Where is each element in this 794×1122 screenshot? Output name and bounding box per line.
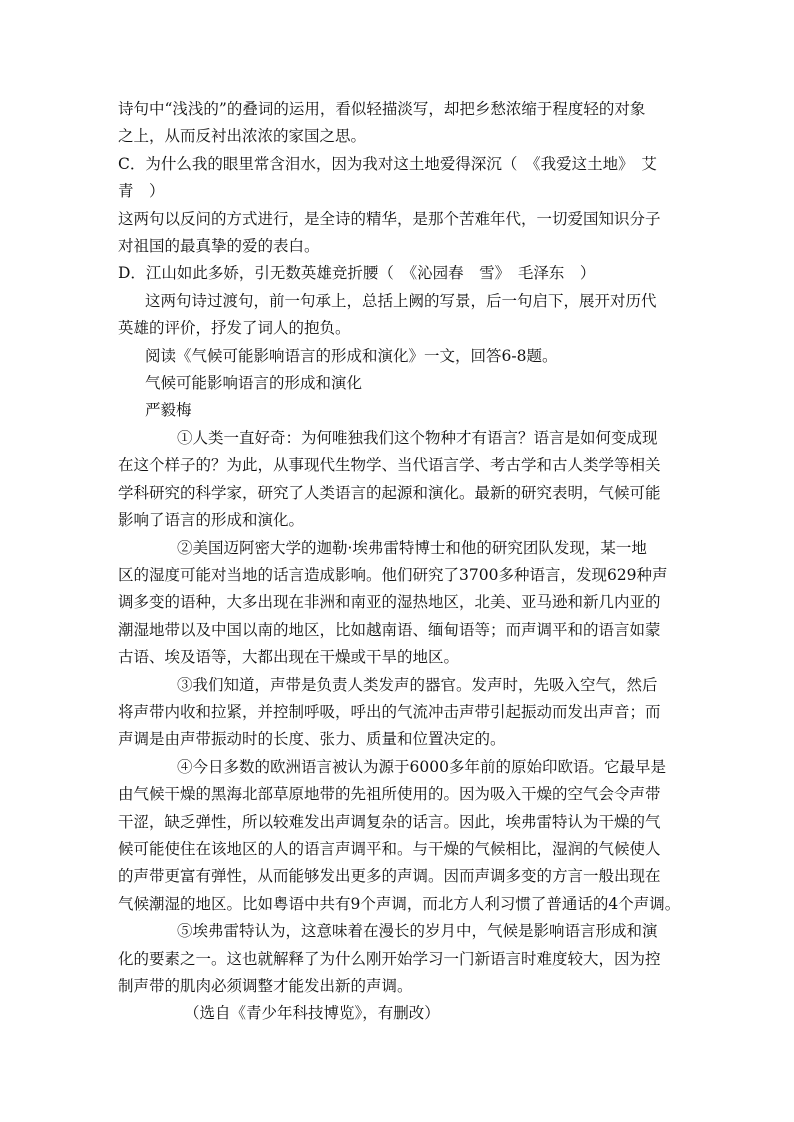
- text-line: C．为什么我的眼里常含泪水，因为我对这土地爱得深沉（ 《我爱这土地》 艾: [118, 154, 657, 173]
- text-line: D．江山如此多娇，引无数英雄竞折腰（ 《沁园春 雪》 毛泽东 ）: [118, 264, 596, 283]
- text-line: 学科研究的科学家，研究了人类语言的起源和演化。最新的研究表明，气候可能: [118, 483, 661, 502]
- text-line: 古语、埃及语等，大都出现在干燥或干旱的地区。: [118, 648, 460, 667]
- text-line: 严毅梅: [145, 401, 192, 420]
- text-line: （选自《青少年科技博览》，有删改）: [184, 1004, 440, 1023]
- text-line: ①人类一直好奇：为何唯独我们这个物种才有语言？语言是如何变成现: [177, 428, 658, 447]
- text-line: ③我们知道，声带是负责人类发声的器官。发声时，先吸入空气，然后: [177, 675, 658, 694]
- text-line: 青 ）: [118, 182, 165, 201]
- text-line: 干涩，缺乏弹性，所以较难发出声调复杂的话言。因此，埃弗雷特认为干燥的气: [118, 812, 661, 831]
- text-line: 的声带更富有弹性，从而能够发出更多的声调。因而声调多变的方言一般出现在: [118, 867, 661, 886]
- text-line: 调多变的语种，大多出现在非洲和南亚的湿热地区，北美、亚马逊和新几内亚的: [118, 593, 661, 612]
- text-line: ②美国迈阿密大学的迦勒·埃弗雷特博士和他的研究团队发现，某一地: [177, 538, 647, 557]
- text-line: 化的要素之一。这也就解释了为什么刚开始学习一门新语言时难度较大，因为控: [118, 949, 661, 968]
- text-line: 这两句诗过渡句，前一句承上，总括上阙的写景，后一句启下，展开对历代: [145, 291, 657, 310]
- text-line: 潮湿地带以及中国以南的地区，比如越南语、缅甸语等；而声调平和的语言如蒙: [118, 620, 661, 639]
- text-line: 制声带的肌肉必须调整才能发出新的声调。: [118, 977, 413, 995]
- document-page: [118, 96, 696, 1028]
- text-line: 由气候干燥的黑海北部草原地带的先祖所使用的。因为吸入干燥的空气会令声带: [118, 785, 661, 804]
- text-line: 对祖国的最真挚的爱的表白。: [118, 237, 320, 256]
- text-line: 这两句以反问的方式进行，是全诗的精华，是那个苦难年代，一切爱国知识分子: [118, 209, 661, 228]
- text-line: 英雄的评价，抒发了词人的抱负。: [118, 319, 351, 338]
- text-line: 在这个样子的？为此，从事现代生物学、当代语言学、考古学和古人类学等相关: [118, 456, 661, 475]
- text-line: 气候潮湿的地区。比如粤语中共有9个声调，而北方人利习惯了普通话的4个声调。: [118, 894, 681, 913]
- text-line: 气候可能影响语言的形成和演化: [145, 374, 363, 393]
- text-line: 影响了语言的形成和演化。: [118, 511, 305, 530]
- text-line: 诗句中“浅浅的”的叠词的运用，看似轻描淡写，却把乡愁浓缩于程度轻的对象: [118, 100, 646, 118]
- text-line: 将声带内收和拉紧，并控制呼吸，呼出的气流冲击声带引起振动而发出声音；而: [118, 702, 661, 721]
- text-line: 声调是由声带振动时的长度、张力、质量和位置决定的。: [118, 730, 506, 749]
- text-line: ⑤埃弗雷特认为，这意味着在漫长的岁月中，气候是影响语言形成和演: [177, 922, 658, 941]
- text-line: 区的湿度可能对当地的话言造成影响。他们研究了3700多种语言，发现629种声: [118, 565, 668, 584]
- text-line: 阅读《气候可能影响语言的形成和演化》一文，回答6-8题。: [145, 346, 558, 365]
- text-line: 之上，从而反衬出浓浓的家国之思。: [118, 127, 367, 146]
- text-line: 候可能使住在该地区的人的语言声调平和。与干燥的气候相比，湿润的气候使人: [118, 839, 661, 858]
- text-line: ④今日多数的欧洲语言被认为源于6000多年前的原始印欧语。它最早是: [177, 757, 666, 776]
